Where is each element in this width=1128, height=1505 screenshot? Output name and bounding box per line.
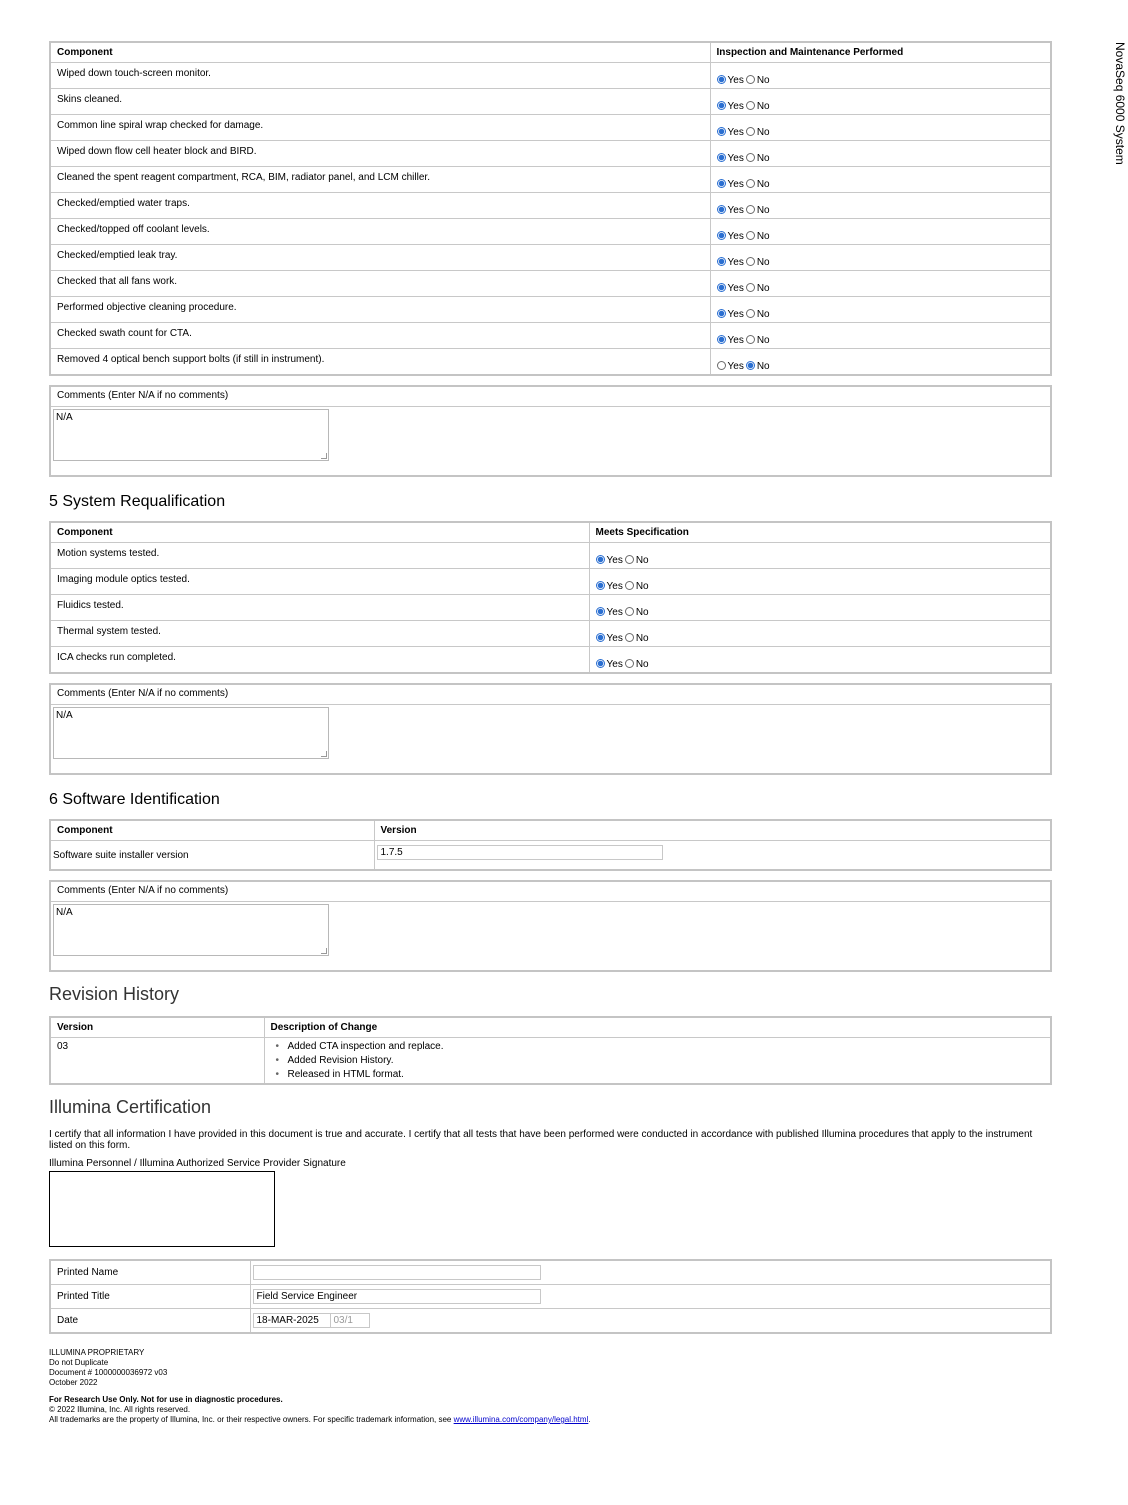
radio-yes-label: Yes [727, 335, 744, 346]
document-side-title: NovaSeq 6000 System [1113, 42, 1127, 165]
radio-no[interactable] [746, 231, 755, 240]
requalification-comments [49, 683, 1052, 775]
printed-title-label: Printed Title [50, 1285, 250, 1309]
column-header-component: Component [50, 42, 710, 63]
signature-box[interactable] [49, 1171, 275, 1247]
component-cell: Checked/emptied water traps. [50, 193, 710, 219]
radio-yes-label: Yes [727, 153, 744, 164]
printed-name-input[interactable] [253, 1265, 541, 1280]
printed-title-input[interactable]: Field Service Engineer [253, 1289, 541, 1304]
radio-yes[interactable] [717, 283, 726, 292]
radio-yes-label: Yes [727, 179, 744, 190]
radio-yes-label: Yes [727, 101, 744, 112]
comments-textarea[interactable]: N/A [53, 707, 329, 759]
requalification-table [49, 521, 1052, 674]
radio-yes[interactable] [717, 127, 726, 136]
list-item: • Added Revision History. [285, 1054, 1045, 1068]
component-cell: Checked that all fans work. [50, 271, 710, 297]
radio-yes-label: Yes [727, 75, 744, 86]
yes-no-cell [710, 323, 1051, 349]
table-row [50, 167, 1051, 193]
radio-no-label: No [756, 309, 770, 320]
radio-yes-label: Yes [727, 283, 744, 294]
yes-no-cell [589, 569, 1051, 595]
radio-yes[interactable] [717, 153, 726, 162]
radio-yes-label: Yes [727, 127, 744, 138]
comments-label: Comments (Enter N/A if no comments) [51, 882, 1050, 902]
yes-no-cell [710, 271, 1051, 297]
yes-no-cell [710, 245, 1051, 271]
yes-no-cell [710, 219, 1051, 245]
software-comments [49, 880, 1052, 972]
section-title-requalification: 5 System Requalification [49, 493, 226, 510]
radio-no-label: No [756, 361, 770, 372]
radio-yes-label: Yes [727, 231, 744, 242]
footer-date: October 2022 [49, 1378, 98, 1387]
table-row [50, 595, 1051, 621]
column-header-description: Description of Change [264, 1017, 1051, 1038]
radio-yes[interactable] [717, 205, 726, 214]
revision-history-table [49, 1016, 1052, 1085]
yes-no-cell [589, 543, 1051, 569]
radio-no-label: No [756, 283, 770, 294]
component-cell: Checked/topped off coolant levels. [50, 219, 710, 245]
radio-yes-label: Yes [606, 633, 623, 644]
radio-no-label: No [635, 607, 649, 618]
printed-title-cell [250, 1285, 1051, 1309]
table-row [50, 63, 1051, 89]
table-row [50, 543, 1051, 569]
component-cell: Thermal system tested. [50, 621, 589, 647]
radio-no[interactable] [746, 179, 755, 188]
table-row [50, 621, 1051, 647]
radio-yes[interactable] [596, 607, 605, 616]
section-title-software: 6 Software Identification [49, 791, 220, 808]
radio-yes[interactable] [596, 633, 605, 642]
trademark-end: . [588, 1415, 591, 1424]
software-version-cell [374, 841, 1051, 871]
table-row [50, 569, 1051, 595]
software-version-input[interactable]: 1.7.5 [377, 845, 663, 860]
inspection-table [49, 41, 1052, 376]
list-item: • Released in HTML format. [285, 1068, 1045, 1082]
component-cell: Skins cleaned. [50, 89, 710, 115]
yes-no-cell [589, 595, 1051, 621]
column-header-inspection: Inspection and Maintenance Performed [710, 42, 1051, 63]
section-title-certification: Illumina Certification [49, 1097, 212, 1117]
comments-textarea[interactable]: N/A [53, 904, 329, 956]
component-cell: Wiped down flow cell heater block and BIRD. [50, 141, 710, 167]
inspection-comments [49, 385, 1052, 477]
radio-yes[interactable] [717, 101, 726, 110]
radio-no[interactable] [746, 257, 755, 266]
personnel-table [49, 1259, 1052, 1334]
radio-no-label: No [635, 659, 649, 670]
radio-no[interactable] [625, 607, 634, 616]
radio-yes-label: Yes [727, 361, 744, 372]
radio-no-label: No [635, 633, 649, 644]
signature-label: Illumina Personnel / Illumina Authorized Service Provider Signature [49, 1158, 346, 1169]
radio-no[interactable] [746, 283, 755, 292]
revision-version: 03 [50, 1038, 264, 1085]
revision-description [264, 1038, 1051, 1085]
table-row [50, 1038, 1051, 1085]
component-cell: Cleaned the spent reagent compartment, RCA, BIM, radiator panel, and LCM chiller. [50, 167, 710, 193]
radio-yes-label: Yes [606, 659, 623, 670]
radio-no[interactable] [746, 309, 755, 318]
table-row [50, 271, 1051, 297]
printed-name-label: Printed Name [50, 1260, 250, 1285]
radio-no[interactable] [746, 101, 755, 110]
radio-yes[interactable] [717, 75, 726, 84]
radio-yes[interactable] [717, 179, 726, 188]
radio-no-label: No [756, 101, 770, 112]
component-cell: Removed 4 optical bench support bolts (if still in instrument). [50, 349, 710, 376]
table-row [50, 141, 1051, 167]
yes-no-cell [710, 115, 1051, 141]
change-list [271, 1040, 1045, 1082]
radio-no-label: No [756, 75, 770, 86]
component-cell: Imaging module optics tested. [50, 569, 589, 595]
table-row [50, 1260, 1051, 1285]
radio-no[interactable] [746, 205, 755, 214]
table-row [50, 89, 1051, 115]
table-row [50, 841, 1051, 871]
radio-no-label: No [756, 257, 770, 268]
radio-no-label: No [635, 555, 649, 566]
radio-no-label: No [635, 581, 649, 592]
yes-no-cell [710, 193, 1051, 219]
radio-no[interactable] [746, 335, 755, 344]
software-component: Software suite installer version [50, 841, 374, 871]
component-cell: Checked/emptied leak tray. [50, 245, 710, 271]
yes-no-cell [710, 89, 1051, 115]
radio-yes-label: Yes [727, 257, 744, 268]
radio-yes-label: Yes [727, 205, 744, 216]
radio-no-label: No [756, 153, 770, 164]
footer-proprietary: ILLUMINA PROPRIETARY [49, 1348, 145, 1357]
section-title-revision-history: Revision History [49, 984, 180, 1004]
radio-yes-label: Yes [727, 309, 744, 320]
yes-no-cell [710, 141, 1051, 167]
radio-yes[interactable] [717, 361, 726, 370]
form-body [49, 41, 1052, 1425]
yes-no-cell [710, 297, 1051, 323]
footer-copyright: © 2022 Illumina, Inc. All rights reserved. [49, 1405, 191, 1414]
radio-no[interactable] [746, 153, 755, 162]
component-cell: Performed objective cleaning procedure. [50, 297, 710, 323]
radio-yes[interactable] [717, 335, 726, 344]
legal-link[interactable]: www.illumina.com/company/legal.html [453, 1415, 589, 1424]
radio-yes[interactable] [717, 309, 726, 318]
column-header-meets-spec: Meets Specification [589, 522, 1051, 543]
yes-no-cell [589, 621, 1051, 647]
column-header-component: Component [50, 820, 374, 841]
comments-label: Comments (Enter N/A if no comments) [51, 387, 1050, 407]
table-row [50, 1285, 1051, 1309]
radio-no-label: No [756, 127, 770, 138]
component-cell: Checked swath count for CTA. [50, 323, 710, 349]
comments-textarea[interactable]: N/A [53, 409, 329, 461]
printed-name-cell [250, 1260, 1051, 1285]
yes-no-cell [710, 63, 1051, 89]
table-row [50, 323, 1051, 349]
date-label: Date [50, 1309, 250, 1334]
component-cell: Fluidics tested. [50, 595, 589, 621]
radio-yes-label: Yes [606, 555, 623, 566]
component-cell: ICA checks run completed. [50, 647, 589, 674]
column-header-version: Version [50, 1017, 264, 1038]
radio-no[interactable] [625, 633, 634, 642]
footer-do-not-duplicate: Do not Duplicate [49, 1358, 109, 1367]
yes-no-cell [710, 349, 1051, 376]
radio-no[interactable] [625, 659, 634, 668]
yes-no-cell [710, 167, 1051, 193]
radio-no[interactable] [746, 361, 755, 370]
radio-no[interactable] [746, 127, 755, 136]
yes-no-cell [589, 647, 1051, 674]
footer-ruo: For Research Use Only. Not for use in diagnostic procedures. [49, 1395, 283, 1404]
list-item: • Added CTA inspection and replace. [285, 1040, 1045, 1054]
radio-no-label: No [756, 179, 770, 190]
table-row [50, 193, 1051, 219]
footer [49, 1348, 1052, 1425]
table-row [50, 349, 1051, 376]
component-cell: Common line spiral wrap checked for damage. [50, 115, 710, 141]
certification-statement: I certify that all information I have provided in this document is true and accurate. I certify that all tests that have been performed were conducted in accordance with published Illumina procedures that apply to the instrument listed on this form. [49, 1129, 1033, 1151]
column-header-component: Component [50, 522, 589, 543]
radio-yes[interactable] [717, 231, 726, 240]
component-cell: Motion systems tested. [50, 543, 589, 569]
table-row [50, 297, 1051, 323]
date-cell [250, 1309, 1051, 1334]
footer-trademark [49, 1415, 1052, 1425]
radio-no-label: No [756, 205, 770, 216]
radio-yes-label: Yes [606, 607, 623, 618]
date-picker-hint[interactable]: 03/1 [331, 1313, 370, 1328]
date-input[interactable]: 18-MAR-2025 [253, 1313, 331, 1328]
radio-yes[interactable] [596, 659, 605, 668]
radio-yes[interactable] [596, 581, 605, 590]
radio-no-label: No [756, 335, 770, 346]
radio-no[interactable] [746, 75, 755, 84]
table-row [50, 647, 1051, 674]
radio-yes-label: Yes [606, 581, 623, 592]
radio-no[interactable] [625, 581, 634, 590]
trademark-text: All trademarks are the property of Illumina, Inc. or their respective owners. For specific trademark information, see [49, 1415, 452, 1424]
footer-document-number: Document # 1000000036972 v03 [49, 1368, 168, 1377]
radio-yes[interactable] [596, 555, 605, 564]
comments-label: Comments (Enter N/A if no comments) [51, 685, 1050, 705]
table-row [50, 1309, 1051, 1334]
table-row [50, 245, 1051, 271]
column-header-version: Version [374, 820, 1051, 841]
radio-yes[interactable] [717, 257, 726, 266]
software-table [49, 819, 1052, 871]
radio-no-label: No [756, 231, 770, 242]
component-cell: Wiped down touch-screen monitor. [50, 63, 710, 89]
radio-no[interactable] [625, 555, 634, 564]
table-row [50, 219, 1051, 245]
table-row [50, 115, 1051, 141]
